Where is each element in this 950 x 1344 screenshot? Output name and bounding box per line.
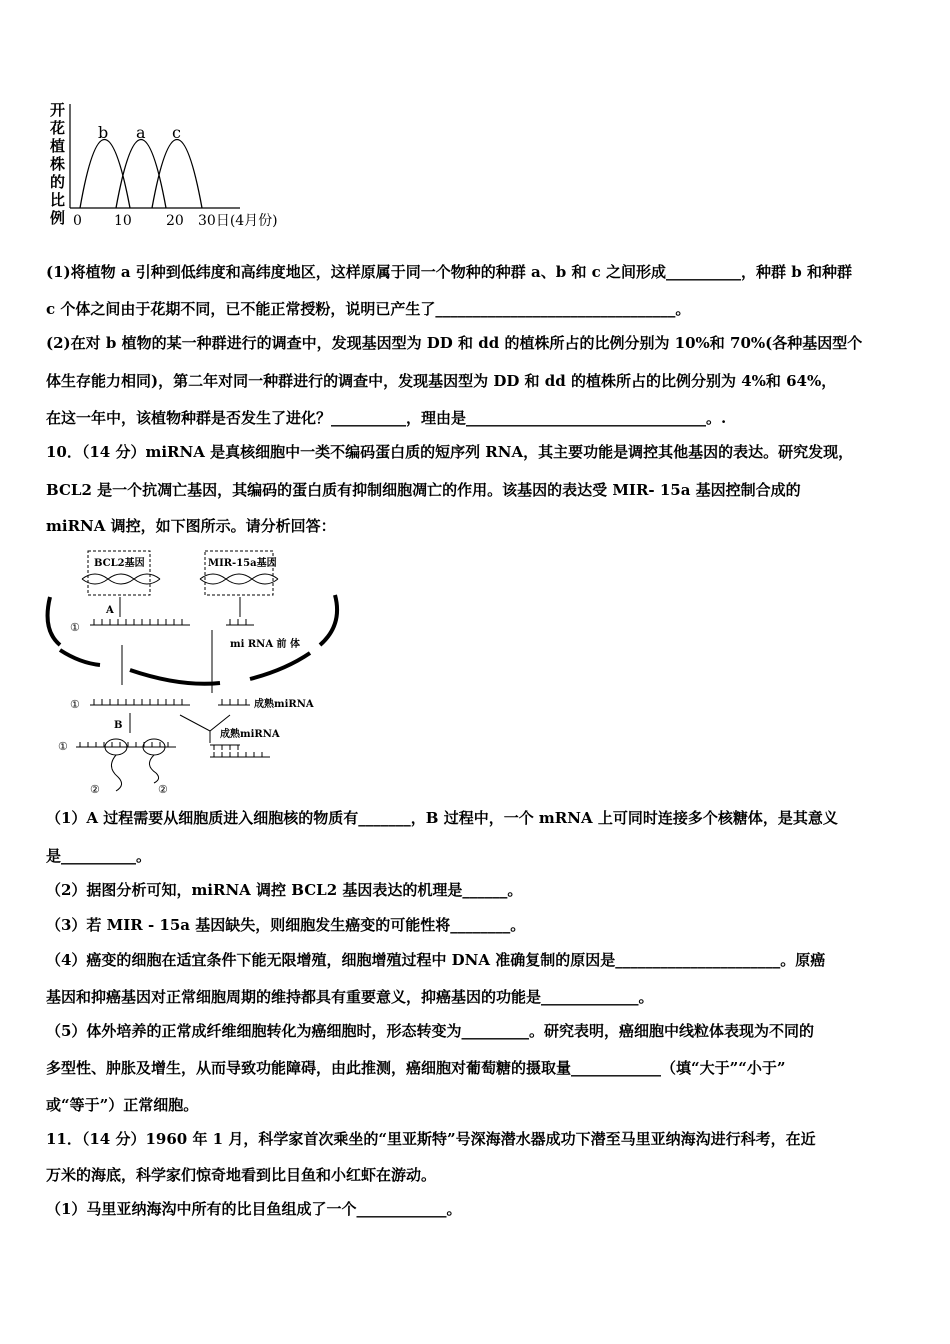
q10-intro-line2: BCL2 是一个抗凋亡基因，其编码的蛋白质有抑制细胞凋亡的作用。该基因的表达受 MIR- 15a 基因控制合成的	[46, 481, 801, 499]
x-tick: 20	[166, 213, 184, 229]
x-tick: 0	[73, 213, 82, 229]
q10-5-line3: 或“等于”）正常细胞。	[46, 1096, 199, 1114]
nucleus-membrane	[320, 595, 337, 645]
nucleus-membrane	[48, 597, 60, 645]
nucleus-membrane	[60, 650, 100, 665]
q10-intro-line1: 10．（14 分）miRNA 是真核细胞中一类不编码蛋白质的短序列 RNA，其主要功能是调控其他基因的表达。研究发现，	[46, 443, 854, 461]
mirna-diagram	[40, 545, 350, 800]
q10-4-line2: 基因和抑癌基因对正常细胞周期的维持都具有重要意义，抑癌基因的功能是_____________。	[46, 988, 654, 1006]
curve-label-b: b	[98, 123, 109, 142]
x-tick: 10	[114, 213, 132, 229]
nucleus-membrane	[250, 653, 310, 679]
q9-1-line2: c 个体之间由于花期不同，已不能正常授粉，说明已产生了________________________________。	[46, 300, 691, 318]
curve-a	[116, 140, 166, 209]
y-label-char: 株	[50, 155, 66, 173]
circle-1: ①	[70, 621, 80, 634]
y-label-char: 花	[50, 119, 66, 137]
circle-1: ①	[58, 740, 68, 753]
q11-intro-line2: 万米的海底，科学家们惊奇地看到比目鱼和小红虾在游动。	[46, 1166, 437, 1184]
q10-4-line1: （4）癌变的细胞在适宜条件下能无限增殖，细胞增殖过程中 DNA 准确复制的原因是______________________。原癌	[46, 951, 826, 969]
q9-2-line2: 体生存能力相同)，第二年对同一种群进行的调查中，发现基因型为 DD 和 dd 的植株所占的比例分别为 4%和 64%，	[46, 372, 837, 390]
circle-2: ②	[90, 783, 100, 796]
y-label-char: 比	[50, 191, 66, 209]
label-B: B	[114, 720, 123, 731]
y-label-char: 植	[50, 137, 66, 155]
y-label-char: 的	[50, 173, 66, 191]
label-A: A	[106, 605, 114, 616]
nucleus-membrane	[130, 670, 220, 684]
q11-intro-line1: 11．（14 分）1960 年 1 月，科学家首次乘坐的“里亚斯特”号深海潜水器成功下潜至马里亚纳海沟进行科考，在近	[46, 1130, 816, 1148]
curve-label-a: a	[136, 123, 146, 142]
q10-5-line2: 多型性、肿胀及增生，从而导致功能障碍，由此推测，癌细胞对葡萄糖的摄取量____________（填“大于”“小于”	[46, 1059, 786, 1077]
flowering-chart	[44, 96, 284, 236]
circle-1: ①	[70, 698, 80, 711]
q10-intro-line3: miRNA 调控，如下图所示。请分析回答：	[46, 517, 336, 535]
q9-1-line1: (1)将植物 a 引种到低纬度和高纬度地区，这样原属于同一个物种的种群 a、b 和 c 之间形成__________，种群 b 和种群	[46, 263, 852, 281]
curve-b	[80, 140, 130, 209]
curve-c	[152, 140, 202, 209]
mature-mirna-label-2: 成熟miRNA	[220, 729, 280, 740]
bcl2-dna-helix	[82, 574, 160, 584]
curve-label-c: c	[172, 123, 181, 142]
q11-1: （1）马里亚纳海沟中所有的比目鱼组成了一个____________。	[46, 1200, 462, 1218]
q10-1-line2: 是__________。	[46, 847, 152, 865]
y-label-char: 开	[50, 101, 66, 119]
q10-3: （3）若 MIR - 15a 基因缺失，则细胞发生癌变的可能性将________。	[46, 916, 526, 934]
mature-mirna-label-1: 成熟miRNA	[254, 699, 314, 710]
q10-5-line1: （5）体外培养的正常成纤维细胞转化为癌细胞时，形态转变为_________。研究表明，癌细胞中线粒体表现为不同的	[46, 1022, 814, 1040]
pre-mirna-label: mi RNA 前 体	[230, 639, 301, 650]
mir15a-dna-helix	[200, 574, 278, 584]
q10-2: （2）据图分析可知，miRNA 调控 BCL2 基因表达的机理是______。	[46, 881, 523, 899]
mir15a-gene-label: MIR-15a基因	[208, 558, 277, 569]
y-label-char: 例	[50, 209, 66, 227]
bcl2-gene-label: BCL2基因	[94, 558, 145, 569]
polypeptide	[149, 755, 158, 783]
polypeptide	[111, 755, 121, 791]
q10-1-line1: （1）A 过程需要从细胞质进入细胞核的物质有_______，B 过程中，一个 mRNA 上可同时连接多个核糖体，是其意义	[46, 809, 838, 827]
x-tick: 30日(4月份)	[198, 213, 278, 229]
q9-2-line1: (2)在对 b 植物的某一种群进行的调查中，发现基因型为 DD 和 dd 的植株所占的比例分别为 10%和 70%(各种基因型个	[46, 334, 863, 352]
q9-2-line3: 在这一年中，该植物种群是否发生了进化？__________，理由是________________________________。.	[46, 409, 727, 427]
circle-2: ②	[158, 783, 168, 796]
